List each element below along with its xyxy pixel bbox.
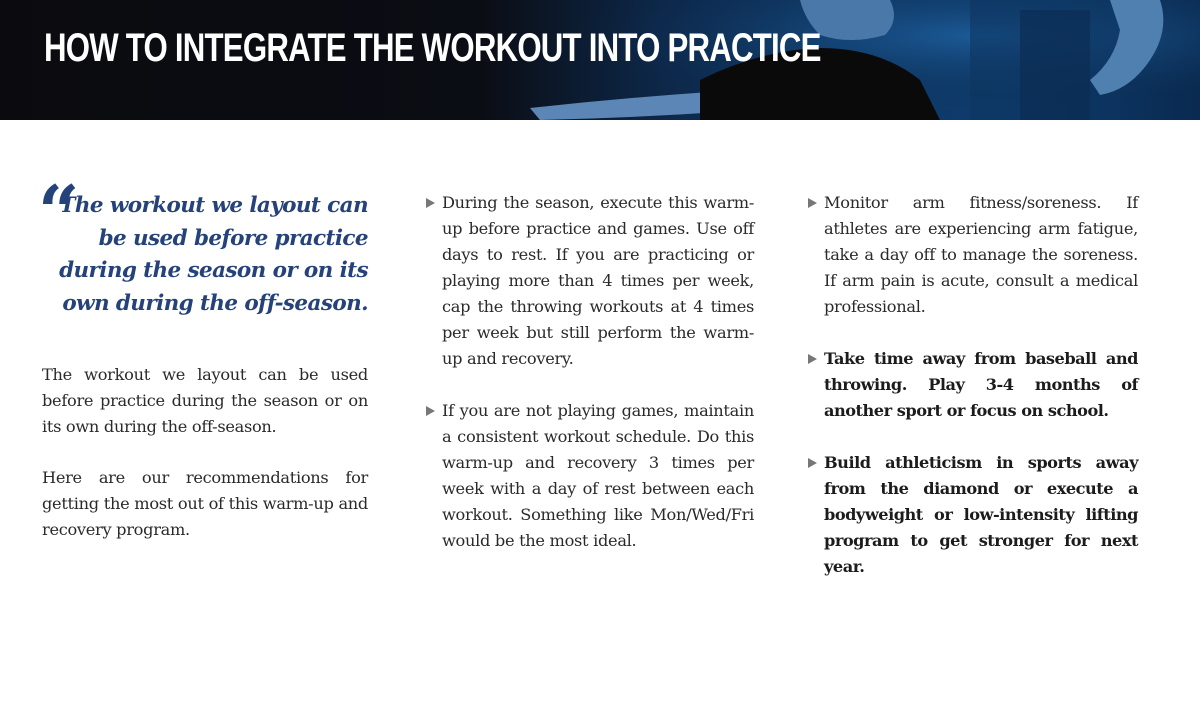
bullet-arrow-icon — [426, 406, 435, 416]
list-item — [806, 346, 1138, 424]
bullet-arrow-icon — [426, 198, 435, 208]
intro-paragraph: The workout we layout can be used before practice during the season or on its own during the off-season. — [42, 365, 368, 436]
list-item-text: Monitor arm fitness/soreness. If athletes are experiencing arm fatigue, take a day off to manage the soreness. If arm pain is acute, consult a medical professional. — [824, 193, 1138, 316]
list-item — [424, 398, 754, 554]
page-title: HOW TO INTEGRATE THE WORKOUT INTO PRACTICE — [44, 26, 821, 70]
list-item — [806, 190, 1138, 320]
list-item — [424, 190, 754, 372]
bullet-arrow-icon — [808, 458, 817, 468]
list-item-text: During the season, execute this warm-up before practice and games. Use off days to rest. If you are practicing or playing more than 4 times per week, cap the throwing workouts at 4 times per week but still perform the warm-up and recovery. — [442, 193, 754, 368]
intro-paragraph: Here are our recommendations for getting the most out of this warm-up and recovery program. — [42, 468, 368, 539]
pull-quote-text: The workout we layout can be used before practice during the season or on its own during the off-season. — [59, 193, 368, 316]
list-item-text: Take time away from baseball and throwing. Play 3-4 months of another sport or focus on school. — [824, 349, 1138, 420]
bullet-arrow-icon — [808, 354, 817, 364]
list-item-text: If you are not playing games, maintain a consistent workout schedule. Do this warm-up and recovery 3 times per week with a day of rest between each workout. Something like Mon/Wed/Fri would be the most ideal. — [442, 401, 754, 550]
intro-column — [38, 169, 368, 568]
recommendations-column-middle — [424, 190, 754, 580]
quote-mark-icon: “ — [38, 169, 80, 254]
list-item-text: Build athleticism in sports away from the diamond or execute a bodyweight or low-intensity lifting program to get stronger for next year. — [824, 453, 1138, 576]
bullet-arrow-icon — [808, 198, 817, 208]
recommendations-column-right — [806, 190, 1138, 606]
list-item — [806, 450, 1138, 580]
pull-quote — [38, 169, 368, 320]
header-banner — [0, 0, 1200, 120]
